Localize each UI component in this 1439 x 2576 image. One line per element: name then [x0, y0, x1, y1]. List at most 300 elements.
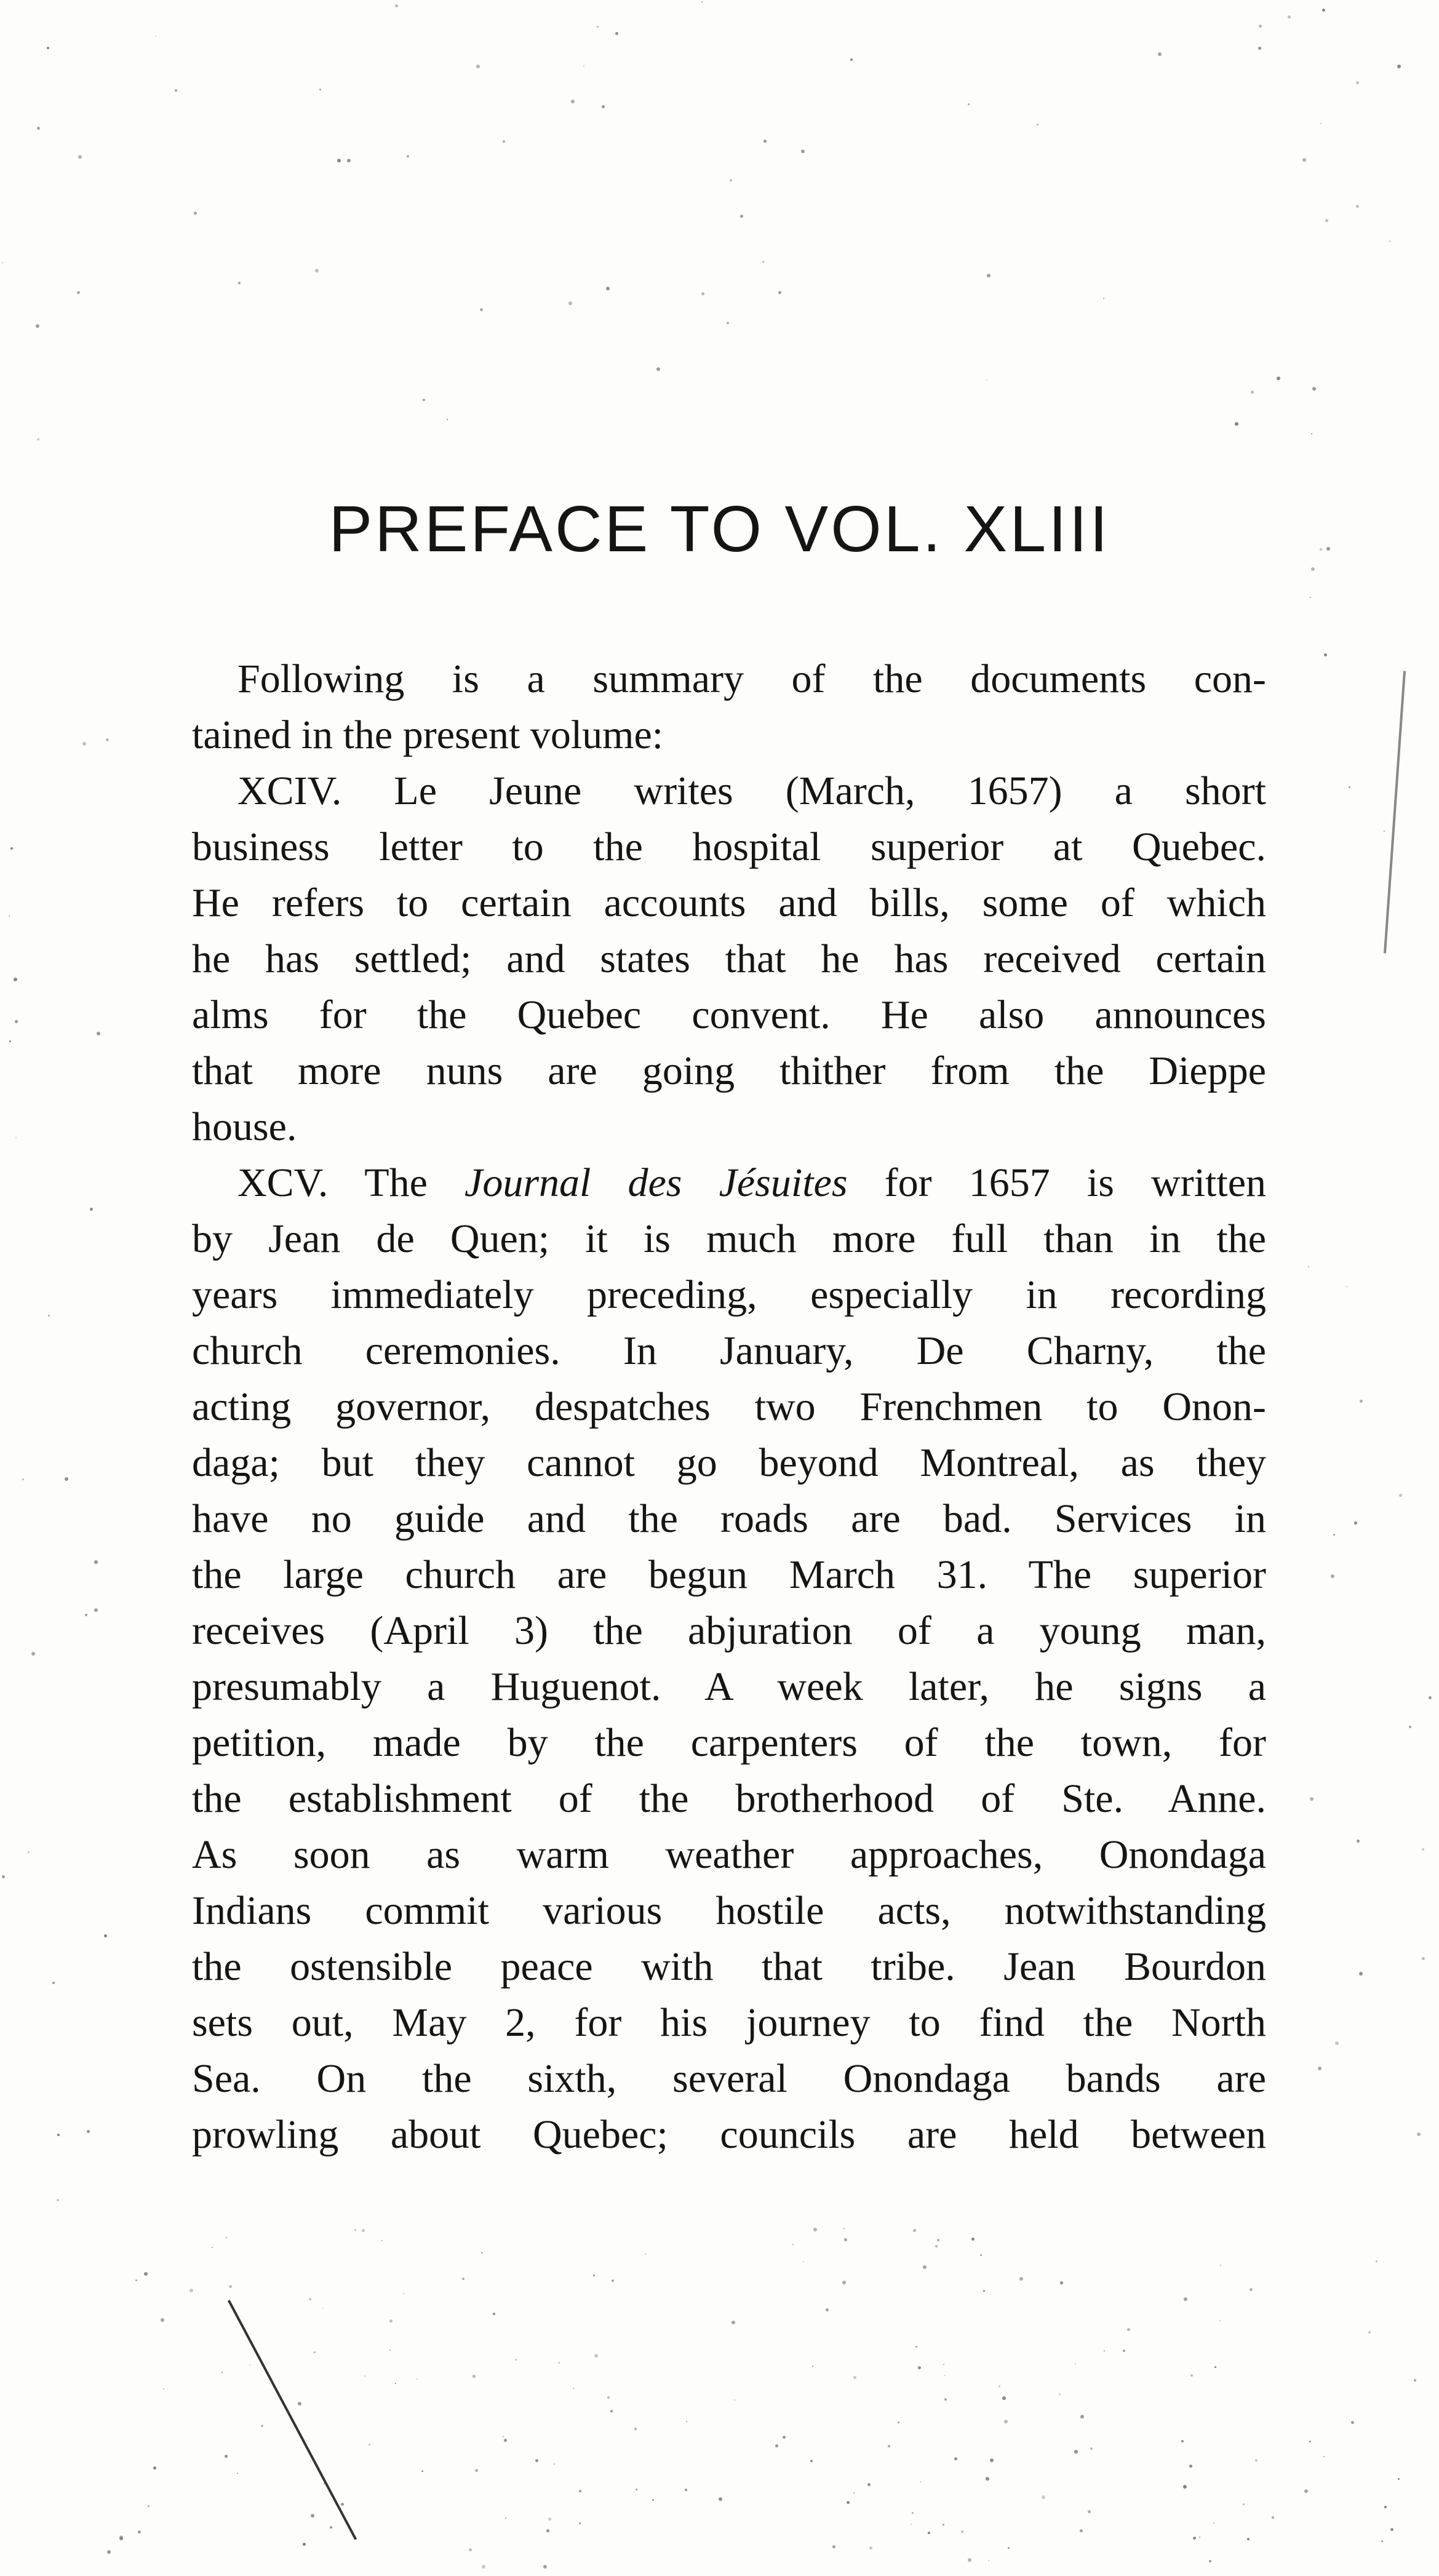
- speck: [135, 2279, 137, 2281]
- speck: [986, 380, 987, 381]
- speck: [2, 262, 3, 263]
- speck: [1346, 1286, 1347, 1287]
- speck: [48, 1315, 50, 1317]
- speck: [364, 2375, 365, 2377]
- speck: [229, 2285, 232, 2288]
- speck: [1272, 2516, 1274, 2519]
- speck: [1004, 2420, 1008, 2423]
- speck: [1376, 2260, 1377, 2262]
- body-text: [146, 651, 1266, 2163]
- speck: [481, 2252, 483, 2254]
- speck: [238, 282, 241, 284]
- speck: [783, 2436, 786, 2439]
- speck: [28, 1851, 30, 1853]
- speck: [842, 2281, 846, 2284]
- speck: [912, 2512, 914, 2514]
- text-line: prowling about Quebec; councils are held between: [192, 2112, 1266, 2157]
- text-line: he has settled; and states that he has received certain: [192, 936, 1266, 981]
- speck: [762, 261, 764, 263]
- speck: [701, 292, 704, 295]
- text-line: Following is a summary of the documents con-: [237, 656, 1266, 701]
- speck: [571, 100, 575, 103]
- speck: [1304, 2489, 1308, 2493]
- text-line: [146, 1155, 1266, 1211]
- speck: [607, 2396, 610, 2399]
- speck: [1104, 2350, 1105, 2351]
- page-title: PREFACE TO VOL. XLIII: [329, 493, 1110, 565]
- speck: [1090, 2447, 1093, 2450]
- speck: [1259, 25, 1262, 28]
- journal-title: Journal des Jésuites: [464, 1160, 848, 1205]
- speck: [1311, 433, 1312, 434]
- speck: [867, 2483, 871, 2486]
- speck: [90, 1208, 93, 1211]
- speck: [986, 2477, 989, 2481]
- speck: [634, 2428, 637, 2430]
- speck: [1310, 597, 1311, 598]
- speck: [1384, 831, 1385, 832]
- speck: [1368, 2331, 1371, 2334]
- speck: [31, 1652, 35, 1656]
- speck: [610, 2410, 613, 2412]
- speck: [504, 2439, 507, 2442]
- speck: [144, 2272, 148, 2276]
- speck: [1349, 786, 1350, 788]
- speck: [480, 308, 483, 311]
- speck: [1389, 241, 1390, 242]
- speck: [701, 1, 703, 2]
- speck: [1318, 2067, 1321, 2070]
- speck: [212, 2247, 213, 2248]
- speck: [961, 2530, 963, 2533]
- speck: [1312, 387, 1316, 391]
- speck: [1302, 158, 1306, 162]
- speck: [548, 2518, 551, 2521]
- speck: [314, 2351, 316, 2353]
- speck: [1417, 2132, 1421, 2136]
- speck: [324, 2483, 325, 2484]
- xcv-paragraph: [146, 1155, 1266, 2163]
- speck: [719, 2497, 722, 2501]
- speck: [1088, 2510, 1091, 2513]
- speck: [87, 2130, 90, 2133]
- speck: [1074, 2450, 1078, 2454]
- speck: [763, 140, 767, 143]
- speck: [153, 2466, 156, 2470]
- speck: [1127, 2328, 1130, 2331]
- speck: [52, 1982, 55, 1984]
- text-line: XCIV. Le Jeune writes (March, 1657) a short: [237, 768, 1266, 813]
- speck: [1214, 2366, 1216, 2368]
- speck: [543, 2565, 547, 2569]
- speck: [503, 140, 505, 143]
- speck: [1181, 2440, 1184, 2442]
- speck: [928, 2532, 930, 2534]
- text-line: acting governor, despatches two Frenchmen to Onon-: [192, 1384, 1266, 1429]
- text-line: petition, made by the carpenters of the town, for: [192, 1720, 1266, 1765]
- text-line: church ceremonies. In January, De Charny, the: [192, 1328, 1266, 1373]
- text-line: daga; but they cannot go beyond Montreal, as they: [192, 1440, 1266, 1485]
- speck: [482, 2565, 485, 2569]
- speck: [395, 2383, 396, 2384]
- speck: [423, 399, 425, 401]
- speck: [1213, 2522, 1214, 2524]
- speck: [968, 103, 970, 105]
- speck: [843, 2228, 845, 2229]
- speck: [869, 2546, 872, 2550]
- text-line: have no guide and the roads are bad. Services in: [192, 1496, 1266, 1541]
- speck: [1320, 548, 1322, 551]
- speck: [37, 438, 39, 441]
- speck: [1359, 1972, 1363, 1976]
- speck: [778, 291, 781, 294]
- speck: [421, 2470, 423, 2472]
- speck: [1189, 2465, 1192, 2468]
- speck: [935, 2245, 938, 2247]
- text-line: business letter to the hospital superior at Quebec.: [192, 824, 1266, 869]
- speck: [1335, 2041, 1339, 2045]
- speck: [656, 367, 660, 371]
- speck: [980, 2254, 982, 2256]
- speck: [1390, 2528, 1393, 2531]
- speck: [568, 301, 572, 305]
- speck: [389, 2350, 391, 2351]
- speck: [515, 2359, 517, 2361]
- speck: [606, 287, 610, 290]
- speck: [573, 2388, 574, 2389]
- speck: [47, 47, 49, 49]
- speck: [593, 2275, 595, 2276]
- speck: [1354, 1521, 1357, 1525]
- speck: [15, 1020, 18, 1023]
- speck: [249, 2364, 250, 2366]
- speck: [119, 2535, 123, 2539]
- speck: [221, 2372, 223, 2373]
- speck: [1123, 2350, 1125, 2352]
- speck: [37, 127, 40, 130]
- speck: [1357, 1840, 1360, 1843]
- speck: [148, 2505, 149, 2507]
- speck: [2, 1875, 5, 1878]
- text-line: receives (April 3) the abjuration of a young man,: [192, 1608, 1266, 1653]
- speck: [1060, 2281, 1063, 2284]
- speck: [381, 2240, 383, 2241]
- speck: [1183, 2485, 1187, 2489]
- speck: [803, 2261, 804, 2262]
- speck: [94, 1608, 98, 1612]
- speck: [913, 2229, 916, 2232]
- speck: [943, 2524, 944, 2526]
- speck: [734, 2399, 735, 2401]
- speck: [1384, 2506, 1387, 2508]
- speck: [920, 2481, 921, 2482]
- speck: [78, 155, 82, 159]
- speck: [612, 2279, 614, 2282]
- speck: [1324, 653, 1327, 656]
- speck: [1258, 47, 1261, 50]
- speck: [1193, 2537, 1196, 2540]
- speck: [987, 274, 991, 277]
- speck: [1243, 2503, 1245, 2505]
- speck: [97, 1032, 100, 1035]
- speck: [322, 2308, 324, 2309]
- speck: [1331, 1574, 1334, 1578]
- speck: [1219, 2320, 1221, 2321]
- speck: [813, 2228, 817, 2231]
- speck: [503, 2436, 504, 2437]
- speck: [65, 1477, 68, 1481]
- text-line: the establishment of the brotherhood of Ste. Anne.: [192, 1776, 1266, 1821]
- speck: [1422, 1957, 1425, 1960]
- speck: [194, 212, 197, 215]
- speck: [330, 2526, 332, 2529]
- speck: [1326, 547, 1330, 551]
- speck: [362, 2229, 365, 2232]
- speck: [226, 2237, 227, 2238]
- speck: [462, 2278, 464, 2280]
- speck: [77, 291, 80, 294]
- speck: [853, 2492, 855, 2494]
- speck: [898, 2422, 899, 2423]
- speck: [1209, 2560, 1211, 2562]
- speck: [1190, 2374, 1193, 2377]
- speck: [579, 2490, 581, 2492]
- speck: [10, 847, 13, 850]
- speck: [988, 2560, 989, 2561]
- speck: [826, 2308, 829, 2311]
- speck: [1288, 15, 1291, 18]
- text-line: the large church are begun March 31. The superior: [192, 1552, 1266, 1597]
- speck: [175, 89, 177, 92]
- speck: [1409, 1726, 1411, 1728]
- speck: [810, 2460, 813, 2462]
- speck: [1333, 1534, 1335, 1536]
- speck: [107, 2550, 111, 2554]
- speck: [583, 65, 584, 66]
- speck: [579, 2522, 581, 2524]
- speck: [237, 2473, 238, 2474]
- text-line: the ostensible peace with that tribe. Jean Bourdon: [192, 1944, 1266, 1989]
- speck: [337, 159, 341, 162]
- text-line: by Jean de Quen; it is much more full than in the: [192, 1216, 1266, 1261]
- speck: [1250, 2288, 1253, 2291]
- speck: [161, 2318, 164, 2322]
- speck: [1059, 2393, 1061, 2395]
- speck: [546, 2529, 549, 2532]
- speck: [106, 738, 109, 741]
- speck: [298, 2402, 301, 2406]
- speck: [911, 2524, 912, 2525]
- speck: [472, 2375, 476, 2378]
- speck: [727, 322, 729, 324]
- speck: [1255, 2459, 1258, 2462]
- speck: [730, 179, 732, 181]
- speck: [915, 2346, 917, 2348]
- speck: [9, 915, 10, 917]
- speck: [597, 26, 599, 28]
- speck: [944, 2398, 947, 2401]
- speck: [971, 2238, 975, 2241]
- speck: [801, 150, 805, 153]
- speck: [14, 978, 17, 981]
- speck: [1422, 1848, 1424, 1851]
- speck: [558, 2362, 560, 2364]
- speck: [731, 2321, 735, 2324]
- speck: [319, 89, 321, 90]
- speck: [189, 2289, 193, 2292]
- speck: [1360, 1400, 1363, 1403]
- speck: [9, 1040, 11, 1042]
- speck: [1414, 2379, 1416, 2382]
- speck: [1002, 2396, 1006, 2400]
- text-line: As soon as warm weather approaches, Onondaga: [192, 1832, 1266, 1877]
- speck: [1080, 2415, 1084, 2418]
- text-line: presumably a Huguenot. A week later, he signs a: [192, 1664, 1266, 1709]
- speck: [261, 2425, 263, 2427]
- speck: [1309, 2441, 1311, 2442]
- speck: [1251, 391, 1254, 394]
- speck: [594, 2354, 598, 2358]
- speck: [36, 324, 39, 328]
- speck: [389, 2319, 393, 2323]
- line-suffix: for 1657 is written: [847, 1160, 1266, 1205]
- speck: [94, 1560, 98, 1564]
- speck: [475, 2469, 478, 2472]
- speck: [1322, 9, 1325, 12]
- speck: [685, 2489, 687, 2491]
- speck: [636, 2489, 637, 2490]
- speck: [535, 2459, 538, 2462]
- speck: [138, 2530, 141, 2534]
- text-line: Indians commit various hostile acts, notwithstanding: [192, 1888, 1266, 1933]
- speck: [403, 2293, 404, 2294]
- speck: [853, 2376, 856, 2379]
- speck: [847, 2501, 850, 2504]
- speck: [1320, 123, 1321, 124]
- speck: [1308, 1266, 1309, 1267]
- speck: [888, 2445, 890, 2447]
- speck: [740, 215, 743, 218]
- speck: [311, 2514, 314, 2518]
- speck: [1008, 2547, 1010, 2549]
- speck: [369, 2444, 370, 2446]
- speck: [792, 2244, 794, 2245]
- speck: [1075, 2363, 1076, 2364]
- speck: [1397, 65, 1401, 68]
- speck: [968, 2558, 971, 2562]
- xciv-paragraph: [146, 763, 1266, 1155]
- speck: [57, 2134, 60, 2136]
- speck: [1158, 52, 1162, 56]
- speck: [602, 105, 605, 108]
- text-line: that more nuns are going thither from the Dieppe: [192, 1048, 1266, 1093]
- speck: [1037, 124, 1038, 126]
- speck: [1220, 2265, 1221, 2266]
- speck: [303, 2543, 306, 2546]
- speck: [937, 2239, 939, 2241]
- speck: [341, 2503, 344, 2506]
- speck: [1235, 422, 1238, 426]
- margin-stroke: [1384, 671, 1406, 953]
- speck: [999, 2385, 1000, 2387]
- speck: [832, 2545, 835, 2548]
- speck: [155, 36, 156, 37]
- text-line: Sea. On the sixth, several Onondaga bands are: [192, 2056, 1266, 2101]
- speck: [954, 2457, 957, 2460]
- speck: [1310, 1797, 1313, 1801]
- speck: [163, 2388, 164, 2390]
- speck: [990, 2458, 994, 2462]
- speck: [315, 269, 319, 273]
- speck: [1381, 2540, 1383, 2542]
- speck: [844, 2238, 847, 2241]
- speck: [1080, 2529, 1083, 2532]
- speck: [983, 2290, 985, 2292]
- speck: [469, 2548, 472, 2551]
- speck: [850, 58, 853, 61]
- speck: [104, 1934, 107, 1937]
- speck: [944, 2375, 946, 2376]
- speck: [309, 2298, 311, 2300]
- speck: [923, 2265, 927, 2269]
- speck: [652, 2499, 654, 2501]
- text-line: He refers to certain accounts and bills, some of which: [192, 880, 1266, 925]
- text-line: house.: [192, 1104, 297, 1149]
- speck: [812, 2366, 813, 2367]
- speck: [686, 2421, 687, 2422]
- speck: [1325, 219, 1328, 222]
- speck: [1311, 567, 1315, 571]
- margin-stroke: [228, 2300, 357, 2540]
- speck: [1247, 2538, 1250, 2540]
- speck: [407, 155, 409, 158]
- speck: [943, 2364, 944, 2365]
- speck: [225, 2455, 228, 2458]
- speck: [1356, 205, 1359, 208]
- speck: [354, 2229, 356, 2231]
- text-line: alms for the Quebec convent. He also announces: [192, 992, 1266, 1037]
- speck: [1199, 2537, 1200, 2538]
- speck: [554, 2463, 555, 2465]
- speck: [1184, 2297, 1187, 2301]
- text-line: sets out, May 2, for his journey to find the North: [192, 2000, 1266, 2045]
- speck: [85, 1614, 87, 1616]
- xcv-label: XCV. The: [237, 1160, 465, 1205]
- speck: [347, 159, 351, 162]
- speck: [615, 32, 618, 35]
- speck: [22, 1478, 24, 1480]
- speck: [918, 2366, 921, 2369]
- speck: [417, 2379, 418, 2380]
- intro-paragraph: [146, 651, 1266, 763]
- speck: [1429, 1696, 1432, 1699]
- speck: [1103, 298, 1104, 299]
- speck: [1019, 2277, 1023, 2281]
- speck: [775, 2444, 778, 2447]
- speck: [82, 742, 86, 746]
- text-line: tained in the present volume:: [192, 712, 664, 757]
- speck: [15, 1137, 17, 1138]
- speck: [1398, 2478, 1400, 2480]
- speck: [1356, 81, 1359, 84]
- speck: [1399, 1494, 1402, 1497]
- speck: [1277, 377, 1280, 380]
- speck: [1323, 2456, 1325, 2457]
- speck: [57, 2199, 59, 2201]
- speck: [1042, 2495, 1045, 2499]
- speck: [395, 4, 398, 7]
- speck: [493, 2313, 495, 2315]
